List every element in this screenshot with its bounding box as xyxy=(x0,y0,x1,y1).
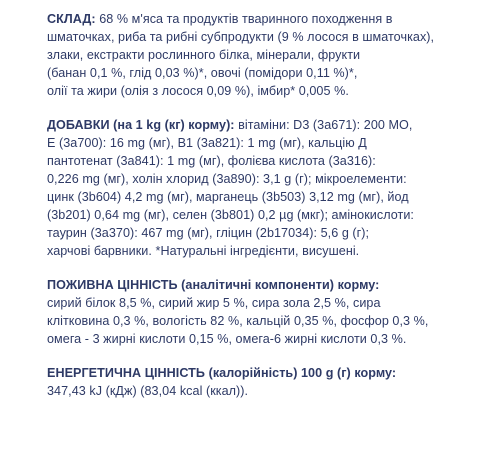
energy-heading: ЕНЕРГЕТИЧНА ЦІННІСТЬ (калорійність) 100 g (г) корму: xyxy=(47,366,397,380)
nutritional-line: омега - 3 жирні кислоти 0,15 %, омега-6 жирні кислоти 0,3 %. xyxy=(47,332,407,346)
composition-section xyxy=(47,10,486,100)
nutritional-line: сирий білок 8,5 %, сирий жир 5 %, сира зола 2,5 %, сира xyxy=(47,296,381,310)
composition-line: олії та жири (олія з лосося 0,09 %), імбир* 0,005 %. xyxy=(47,84,349,98)
nutritional-section xyxy=(47,276,486,348)
additives-line: пантотенат (3a841): 1 mg (мг), фолієва кислота (3a316): xyxy=(47,154,376,168)
additives-line: 0,226 mg (мг), холін хлорид (3a890): 3,1 g (г); мікроелементи: xyxy=(47,172,407,186)
additives-line: (3b201) 0,64 mg (мг), селен (3b801) 0,2 µg (мкг); амінокислоти: xyxy=(47,208,414,222)
additives-line: цинк (3b604) 4,2 mg (мг), марганець (3b503) 3,12 mg (мг), йод xyxy=(47,190,409,204)
additives-line: E (3a700): 16 mg (мг), B1 (3a821): 1 mg (мг), кальцію Д xyxy=(47,136,367,150)
additives-heading: ДОБАВКИ (на 1 kg (кг) корму): xyxy=(47,118,235,132)
composition-line: шматочках, риба та рибні субпродукти (9 % лосося в шматочках), xyxy=(47,30,435,44)
composition-line: 68 % м'яса та продуктів тваринного походження в xyxy=(95,12,393,26)
additives-line: харчові барвники. *Натуральні інгредієнти, висушені. xyxy=(47,244,360,258)
additives-line: таурин (3a370): 467 mg (мг), гліцин (2b17034): 5,6 g (г); xyxy=(47,226,370,240)
composition-line: (банан 0,1 %, глід 0,03 %)*, овочі (помідори 0,11 %)*, xyxy=(47,66,358,80)
energy-line: 347,43 kJ (кДж) (83,04 kcal (ккал)). xyxy=(47,384,249,398)
energy-section xyxy=(47,364,486,400)
composition-line: злаки, екстракти рослинного білка, мінерали, фрукти xyxy=(47,48,361,62)
additives-line: вітаміни: D3 (3a671): 200 МО, xyxy=(234,118,413,132)
additives-section xyxy=(47,116,486,260)
nutritional-line: клітковина 0,3 %, вологість 82 %, кальцій 0,35 %, фосфор 0,3 %, xyxy=(47,314,429,328)
nutritional-heading: ПОЖИВНА ЦІННІСТЬ (аналітичні компоненти) корму: xyxy=(47,278,380,292)
composition-heading: СКЛАД: xyxy=(47,12,96,26)
